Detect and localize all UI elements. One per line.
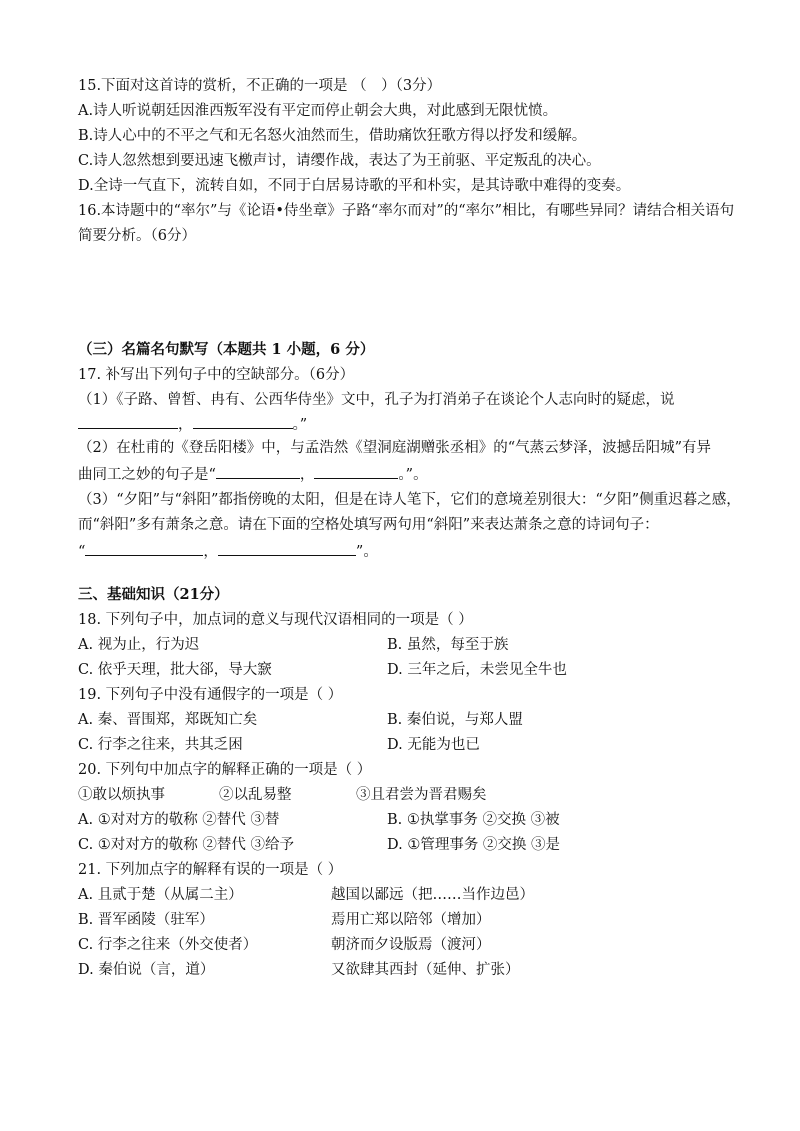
fill-blank[interactable]	[78, 416, 178, 429]
q16-stem-line2: 简要分析。（6分）	[78, 228, 196, 244]
q21-row-a-right: 越国以鄙远（把……当作边邑）	[331, 887, 534, 903]
q20-option-b: B. ①执掌事务 ②交换 ③被	[387, 812, 560, 828]
q16-stem-line1: 16.本诗题中的“率尔”与《论语•侍坐章》子路“率尔而对”的“率尔”相比，有哪些异同？请结合相关语句	[78, 203, 735, 219]
q20-option-a: A. ①对对方的敬称 ②替代 ③替	[78, 812, 280, 828]
q17-part2-line1: （2）在杜甫的《登岳阳楼》中，与孟浩然《望洞庭湖赠张丞相》的“气蒸云梦泽，波撼岳阳城”有异	[78, 440, 712, 456]
q21-row-c-left: C. 行李之往来（外交使者）	[78, 937, 258, 953]
q20-stem: 20. 下列句中加点字的解释正确的一项是（ ）	[78, 762, 372, 778]
q21-stem: 21. 下列加点字的解释有误的一项是（ ）	[78, 862, 343, 878]
q20-option-d: D. ①管理事务 ②交换 ③是	[387, 837, 561, 853]
q15-option-d: D.全诗一气直下，流转自如，不同于白居易诗歌的平和朴实，是其诗歌中难得的变奏。	[78, 178, 631, 194]
q21-row-c-right: 朝济而夕设版焉（渡河）	[331, 937, 491, 953]
q20-item-1: ①敢以烦执事	[78, 787, 165, 803]
q15-stem: 15.下面对这首诗的赏析，不正确的一项是 （ ）（3分）	[78, 78, 442, 94]
q21-row-a-left: A. 且贰于楚（从属二主）	[78, 887, 243, 903]
q21-row-d-right: 又欲肆其西封（延伸、扩张）	[331, 962, 520, 978]
q17-part3-line1: （3）“夕阳”与“斜阳”都指傍晚的太阳，但是在诗人笔下，它们的意境差别很大：“夕阳”侧重迟暮之感，	[78, 492, 741, 508]
q18-stem: 18. 下列句子中，加点词的意义与现代汉语相同的一项是（ ）	[78, 612, 473, 628]
q19-stem: 19. 下列句子中没有通假字的一项是（ ）	[78, 687, 343, 703]
q19-option-d: D. 无能为也已	[387, 737, 480, 753]
q18-option-c: C. 依乎天理，批大郤，导大窾	[78, 662, 272, 678]
q19-option-c: C. 行李之往来，共其乏困	[78, 737, 243, 753]
fill-blank[interactable]	[85, 543, 203, 556]
q21-row-b-left: B. 晋军函陵（驻军）	[78, 912, 214, 928]
section-heading-basics: 三、基础知识（21分）	[78, 586, 229, 603]
q18-option-b: B. 虽然，每至于族	[387, 637, 509, 653]
q18-option-a: A. 视为止，行为迟	[78, 637, 200, 653]
q17-part1-line1: （1）《子路、曾皙、冉有、公西华侍坐》文中，孔子为打消弟子在谈论个人志向时的疑虑，说	[78, 392, 675, 408]
fill-blank[interactable]	[218, 543, 356, 556]
q19-option-a: A. 秦、晋围郑，郑既知亡矣	[78, 712, 258, 728]
q18-option-d: D. 三年之后，未尝见全牛也	[387, 662, 567, 678]
q17-part3-line2: 而“斜阳”多有萧条之意。请在下面的空格处填写两句用“斜阳”来表达萧条之意的诗词句子：	[78, 517, 659, 533]
section-heading-recitation: （三）名篇名句默写（本题共 1 小题，6 分）	[78, 341, 375, 358]
fill-blank[interactable]	[216, 466, 300, 479]
q20-option-c: C. ①对对方的敬称 ②替代 ③给予	[78, 837, 295, 853]
q21-row-d-left: D. 秦伯说（言，道）	[78, 962, 215, 978]
q21-row-b-right: 焉用亡郑以陪邻（增加）	[331, 912, 491, 928]
q15-option-a: A.诗人听说朝廷因淮西叛军没有平定而停止朝会大典，对此感到无限忧愤。	[78, 103, 558, 119]
q17-part1-answer-line: ， 。”	[78, 416, 307, 433]
q17-stem: 17. 补写出下列句子中的空缺部分。（6分）	[78, 367, 355, 383]
q17-part2-answer-line: 曲同工之妙的句子是“ ， 。”。	[78, 467, 428, 483]
q19-option-b: B. 秦伯说，与郑人盟	[387, 712, 523, 728]
q17-part3-answer-line: “ ， ”。	[78, 544, 378, 560]
q20-item-2: ②以乱易整	[219, 787, 292, 803]
q15-option-c: C.诗人忽然想到要迅速飞檄声讨，请缨作战，表达了为王前驱、平定叛乱的决心。	[78, 153, 601, 169]
fill-blank[interactable]	[193, 416, 293, 429]
q15-option-b: B.诗人心中的不平之气和无名怒火油然而生，借助痛饮狂歌方得以抒发和缓解。	[78, 128, 587, 144]
q20-item-3: ③且君尝为晋君赐矣	[356, 787, 487, 803]
fill-blank[interactable]	[314, 466, 398, 479]
